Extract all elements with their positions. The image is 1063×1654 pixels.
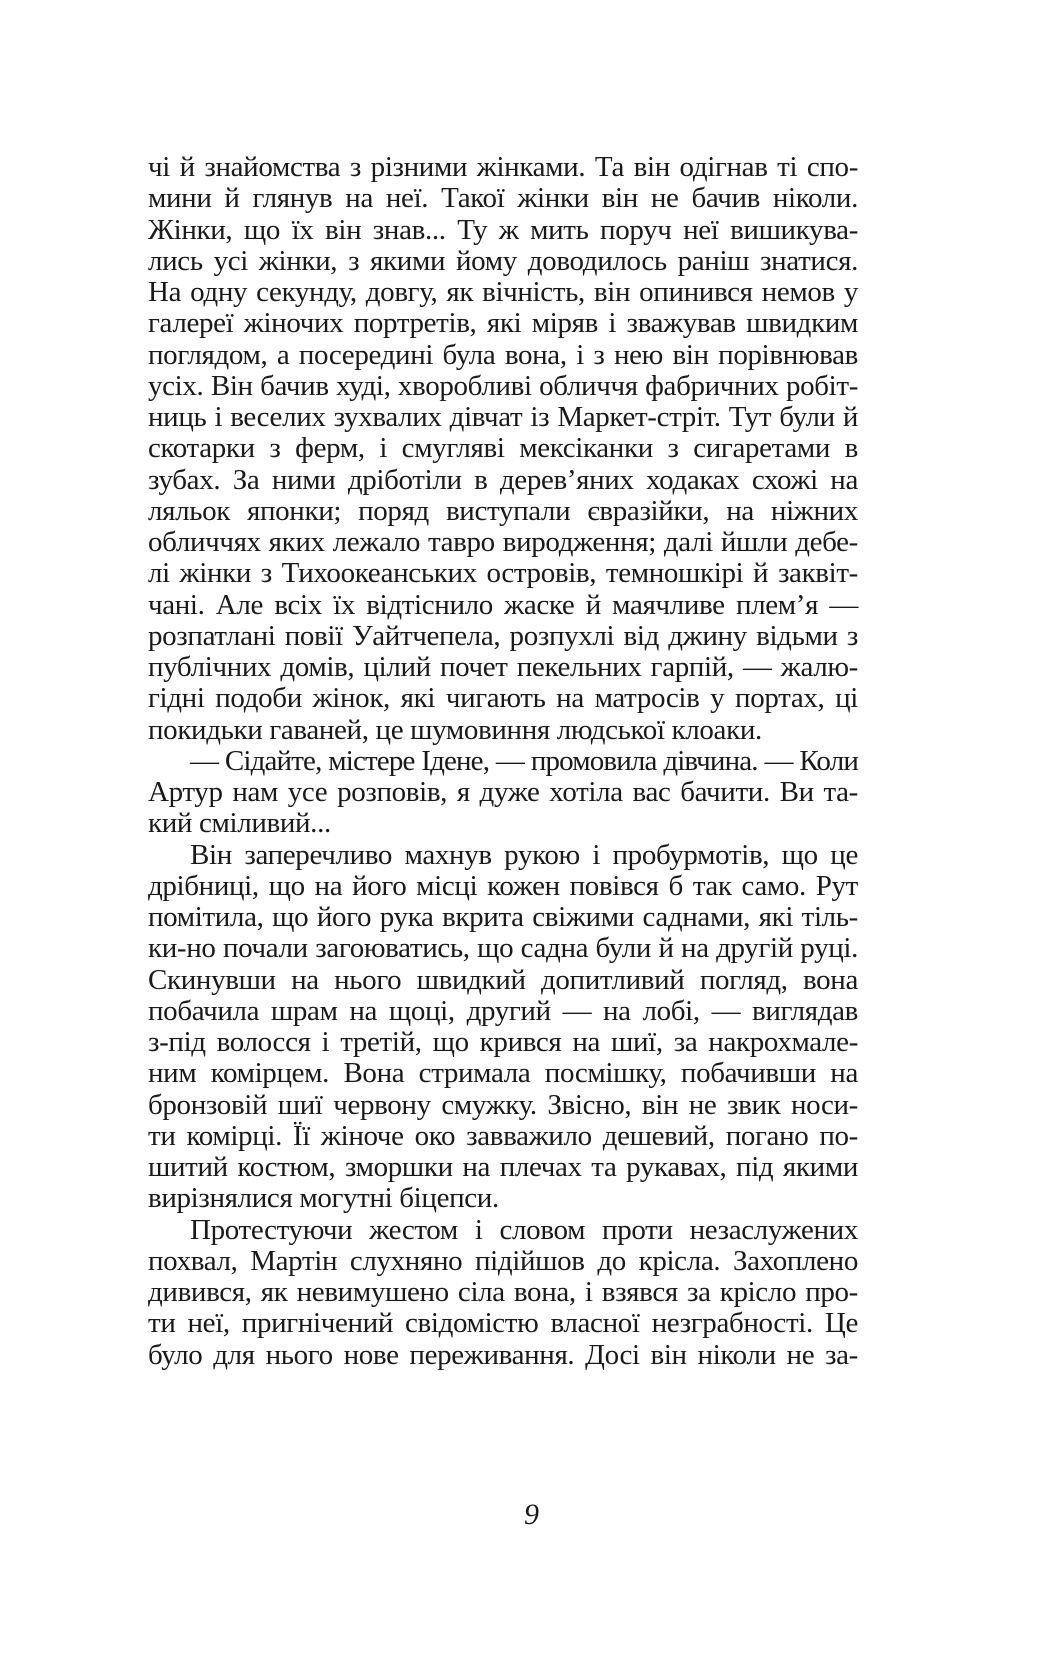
text-line: На одну секунду, довгу, як вічність, він опинився немов у: [148, 276, 858, 308]
text-line: ти неї, пригнічений свідомістю власної незграбності. Це: [148, 1307, 858, 1340]
text-line: вирізнялися могутні біцепси.: [148, 1182, 499, 1215]
text-line: кий сміливий...: [148, 807, 331, 840]
text-line: поглядом, а посередині була вона, і з нею він порівнював: [148, 338, 858, 371]
text-line: ки-но почали загоюватись, що садна були й на другій руці.: [148, 932, 858, 965]
text-line: Артур нам усе розповів, я дуже хотіла вас бачити. Ви та-: [148, 776, 858, 808]
text-line: лі жінки з Тихоокеанських островів, темношкірі й заквіт-: [148, 557, 858, 590]
text-line: публічних домів, цілий почет пекельних гарпій, — жалю-: [148, 651, 858, 683]
text-line: ляльок японки; поряд виступали євразійки, на ніжних: [148, 494, 858, 527]
page-number: 9: [524, 1498, 539, 1531]
text-line: чані. Але всіх їх відтіснило жаске й маячливе плем’я —: [148, 588, 858, 621]
text-line: лись усі жінки, з якими йому доводилось раніш знатися.: [148, 244, 858, 277]
text-line: ним комірцем. Вона стримала посмішку, побачивши на: [148, 1057, 858, 1090]
text-line: гідні подоби жінок, які чигають на матросів у портах, ці: [148, 682, 858, 715]
text-line: з-під волосся і третій, що крився на шиї, за накрохмале-: [148, 1026, 858, 1058]
text-line: Жінки, що їх він знав... Ту ж мить поруч неї вишикува-: [148, 213, 858, 246]
text-line: — Сідайте, містере Ідене, — промовила дівчина. — Коли: [190, 744, 858, 777]
text-line: дивився, як невимушено сіла вона, і взявся за крісло про-: [148, 1276, 858, 1308]
text-line: ниць і веселих зухвалих дівчат із Маркет-стріт. Тут були й: [148, 401, 858, 433]
text-line: зубах. За ними дріботіли в дерев’яних ходаках схожі на: [148, 463, 858, 496]
text-line: Він заперечливо махнув рукою і пробурмотів, що це: [190, 838, 858, 871]
text-line: покидьки гаваней, це шумовиння людської клоаки.: [148, 713, 762, 746]
text-line: було для нього нове переживання. Досі він ніколи не за-: [148, 1338, 858, 1371]
text-line: чі й знайомства з різними жінками. Та він одігнав ті спо-: [148, 151, 858, 183]
text-line: мини й глянув на неї. Такої жінки він не бачив ніколи.: [148, 182, 858, 215]
text-line: помітила, що його рука вкрита свіжими саднами, які тіль-: [148, 901, 858, 933]
text-line: Скинувши на нього швидкий допитливий погляд, вона: [148, 963, 858, 996]
text-line: галереї жіночих портретів, які міряв і зважував швидким: [148, 307, 858, 340]
text-line: обличчях яких лежало тавро виродження; далі йшли дебе-: [148, 526, 858, 558]
text-line: бронзовій шиї червону смужку. Звісно, він не звик носи-: [148, 1088, 858, 1121]
text-line: ти комірці. Її жіноче око завважило дешевий, погано по-: [148, 1119, 858, 1152]
page-body-text: [148, 152, 858, 1371]
text-line: усіх. Він бачив худі, хворобливі обличчя фабричних робіт-: [148, 369, 858, 402]
text-line: Протестуючи жестом і словом проти незаслужених: [190, 1213, 858, 1246]
text-line: дрібниці, що на його місці кожен повівся б так само. Рут: [148, 869, 858, 902]
text-line: побачила шрам на щоці, другий — на лобі, — виглядав: [148, 994, 858, 1027]
text-line: шитий костюм, зморшки на плечах та рукавах, під якими: [148, 1151, 858, 1183]
text-line: розпатлані повії Уайтчепела, розпухлі від джину відьми з: [148, 619, 858, 652]
text-line: похвал, Мартін слухняно підійшов до крісла. Захоплено: [148, 1244, 858, 1277]
text-line: скотарки з ферм, і смугляві мексіканки з сигаретами в: [148, 432, 858, 465]
